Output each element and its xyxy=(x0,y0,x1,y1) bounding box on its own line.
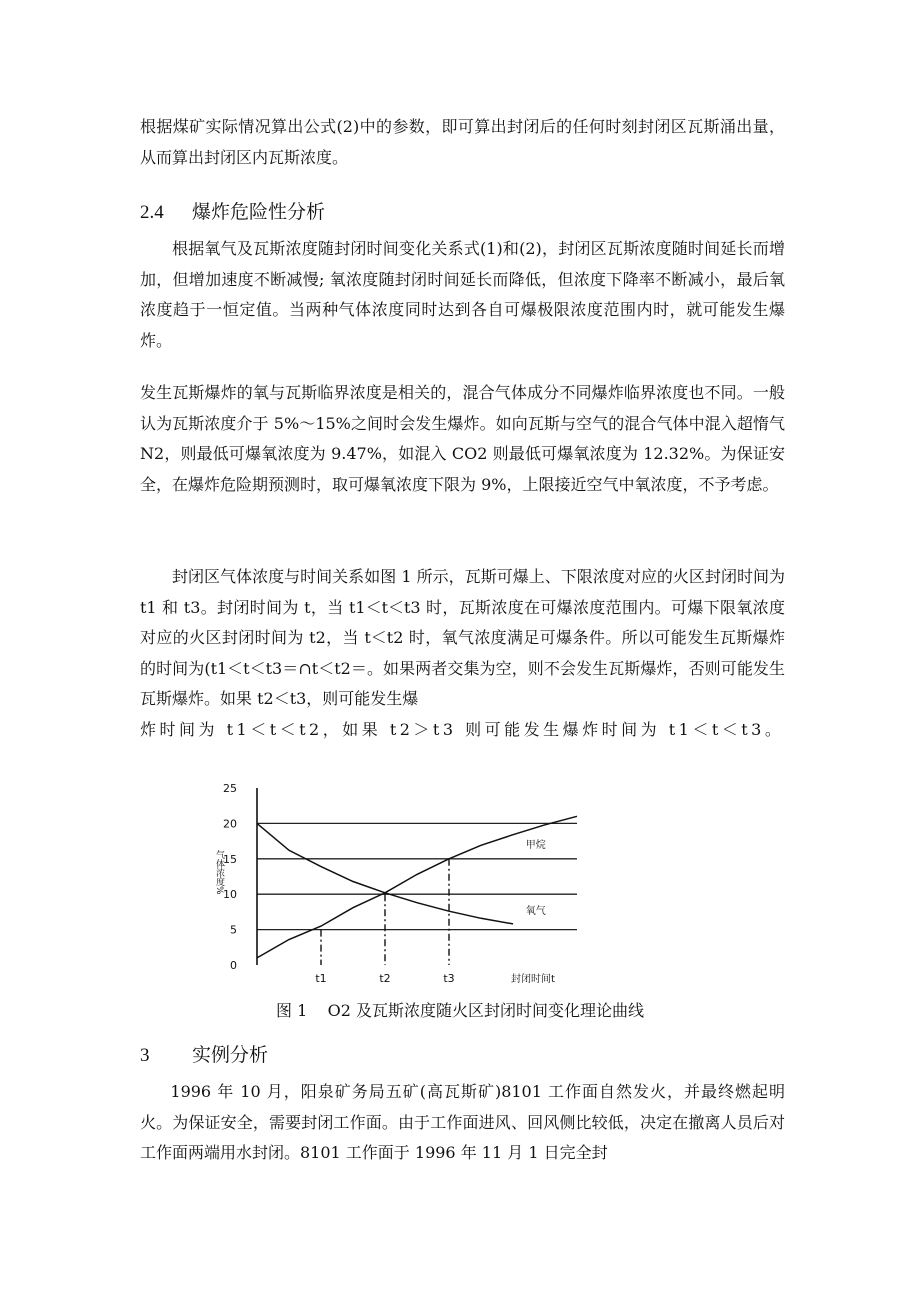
section-title: 实例分析 xyxy=(192,1044,269,1066)
x-tick-label: t1 xyxy=(315,972,327,985)
section-heading-2-4 xyxy=(140,197,325,224)
section-title: 爆炸危险性分析 xyxy=(192,201,326,223)
paragraph-text: 根据煤矿实际情况算出公式(2)中的参数，即可算出封闭后的任何时刻封闭区瓦斯涌出量，从而算出封闭区内瓦斯浓度。 xyxy=(140,117,785,167)
y-tick-label: 20 xyxy=(223,817,237,831)
paragraph-3 xyxy=(140,378,785,500)
section-heading-3 xyxy=(140,1040,268,1067)
paragraph-text: 根据氧气及瓦斯浓度随封闭时间变化关系式(1)和(2)，封闭区瓦斯浓度随时间延长而增加，但增加速度不断减慢; 氧浓度随封闭时间延长而降低，但浓度下降率不断减小，最后氧浓度趋于一恒定值。当两种气体浓度同时达到各自可爆极限浓度范围内时，就可能发生爆炸。 xyxy=(140,239,785,350)
oxygen-curve xyxy=(257,823,513,924)
x-axis-label: 封闭时间t xyxy=(511,974,555,985)
y-tick-label: 25 xyxy=(223,782,237,795)
y-axis-label: 气体浓度% xyxy=(215,850,224,895)
paragraph-text: 炸时间为 t1＜t＜t2，如果 t2＞t3 则可能发生爆炸时间为 t1＜t＜t3。 xyxy=(140,719,785,739)
paragraph-2 xyxy=(140,234,785,356)
paragraph-text: 发生瓦斯爆炸的氧与瓦斯临界浓度是相关的，混合气体成分不同爆炸临界浓度也不同。一般认为瓦斯浓度介于 5%～15%之间时会发生爆炸。如向瓦斯与空气的混合气体中混入超惰气 N2，则最低可爆氧浓度为 9.47%，如混入 CO2 则最低可爆氧浓度为 12.32%。为保证安全，在爆炸危险期预测时，取可爆氧浓度下限为 9%，上限接近空气中氧浓度，不予考虑。 xyxy=(140,383,785,494)
y-tick-label: 5 xyxy=(230,923,237,937)
figure-1 xyxy=(215,780,585,990)
x-tick-label: t3 xyxy=(443,972,455,985)
y-tick-label: 10 xyxy=(223,888,237,902)
paragraph-4 xyxy=(140,562,785,745)
section-number: 2.4 xyxy=(140,202,164,223)
paragraph-1 xyxy=(140,112,785,173)
y-tick-label: 15 xyxy=(223,852,237,866)
paragraph-text: 1996 年 10 月，阳泉矿务局五矿(高瓦斯矿)8101 工作面自然发火，并最终燃起明火。为保证安全，需要封闭工作面。由于工作面进风、回风侧比较低，决定在撤离人员后对工作面两端用水封闭。8101 工作面于 1996 年 11 月 1 日完全封 xyxy=(140,1082,785,1162)
section-number: 3 xyxy=(140,1045,150,1066)
paragraph-text: 封闭区气体浓度与时间关系如图 1 所示，瓦斯可爆上、下限浓度对应的火区封闭时间为 t1 和 t3。封闭时间为 t，当 t1＜t＜t3 时，瓦斯浓度在可爆浓度范围内。可爆下限氧浓度对应的火区封闭时间为 t2，当 t＜t2 时，氧气浓度满足可爆条件。所以可能发生瓦斯爆炸的时间为(t1＜t＜t3＝∩t＜t2＝。如果两者交集为空，则不会发生瓦斯爆炸，否则可能发生瓦斯爆炸。如果 t2＜t3，则可能发生爆 xyxy=(140,567,785,708)
x-tick-label: t2 xyxy=(379,972,391,985)
figure-caption: 图 1 O2 及瓦斯浓度随火区封闭时间变化理论曲线 xyxy=(276,1001,644,1020)
y-tick-label: 0 xyxy=(230,959,237,972)
paragraph-5 xyxy=(140,1077,785,1169)
concentration-chart xyxy=(215,780,585,990)
series-label-oxygen: 氧气 xyxy=(525,906,546,918)
series-label-methane: 甲烷 xyxy=(525,840,546,852)
methane-curve xyxy=(257,816,577,958)
